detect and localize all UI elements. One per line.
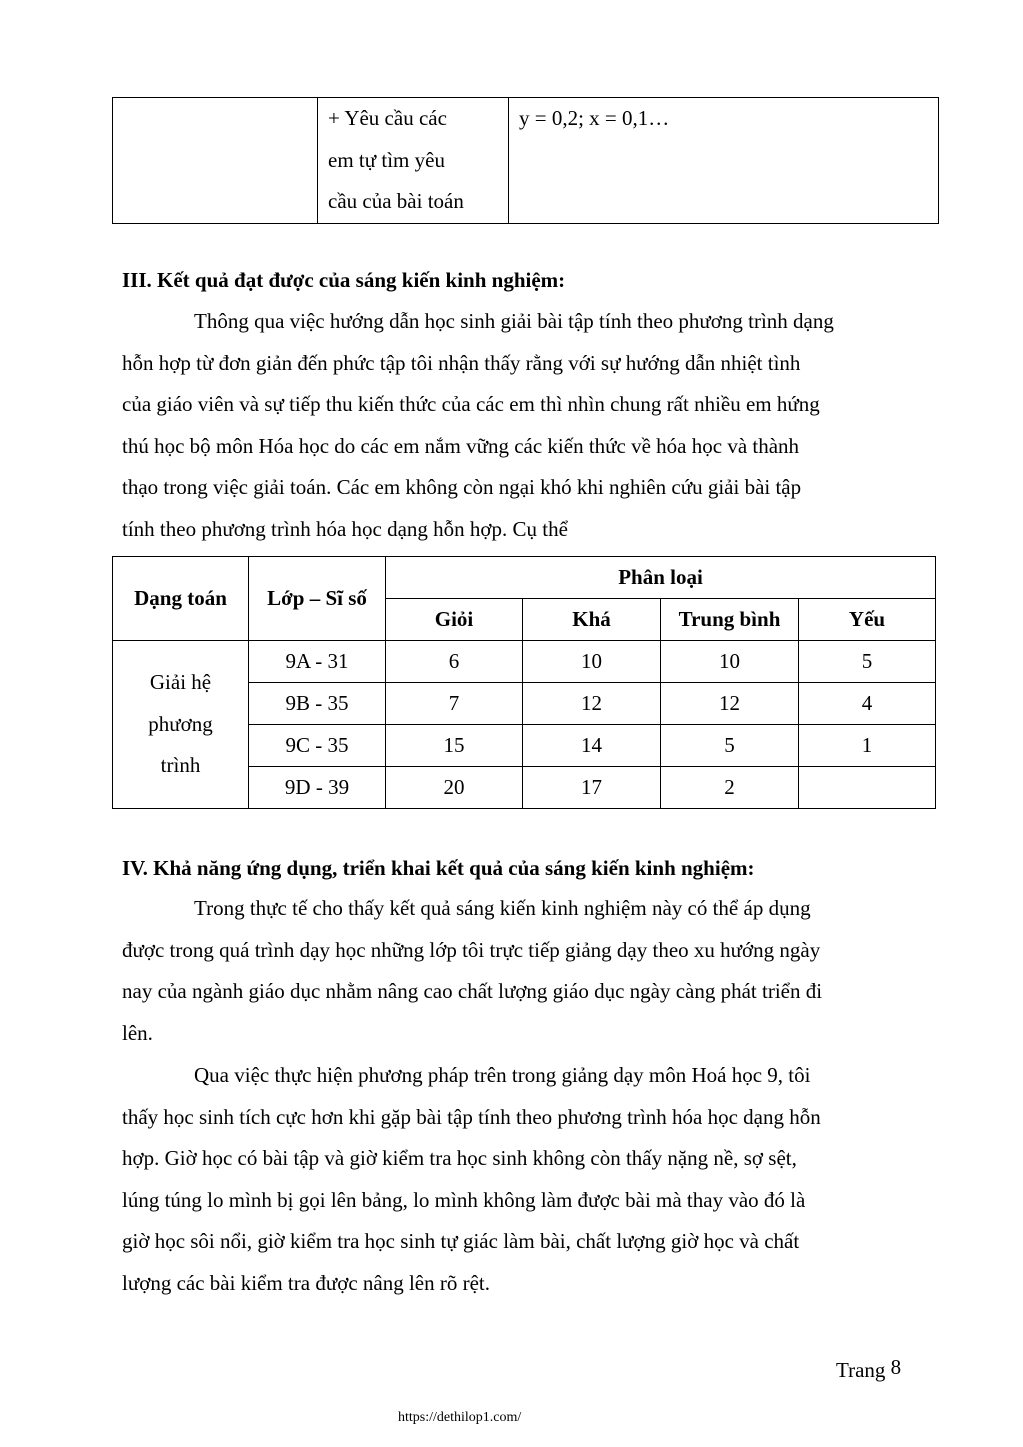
paragraph-line: Thông qua việc hướng dẫn học sinh giải bài tập tính theo phương trình dạng	[194, 309, 834, 333]
table-header-row	[113, 557, 936, 599]
cell-gioi: 15	[386, 725, 523, 767]
cell-trung-binh: 10	[661, 641, 799, 683]
cell-yeu: 4	[799, 683, 936, 725]
paragraph-line: Qua việc thực hiện phương pháp trên trong giảng dạy môn Hoá học 9, tôi	[194, 1063, 811, 1087]
page-number-value: 8	[890, 1355, 902, 1379]
paragraph-line: thú học bộ môn Hóa học do các em nắm vững các kiến thức về hóa học và thành	[122, 433, 800, 458]
cell-dang-toan: Giải hệ phương trình	[113, 641, 249, 809]
section-3-paragraph	[122, 301, 925, 550]
cell-kha: 14	[523, 725, 661, 767]
header-gioi: Giỏi	[386, 599, 523, 641]
paragraph-line: thấy học sinh tích cực hơn khi gặp bài tập tính theo phương trình hóa học dạng hỗn	[122, 1104, 821, 1129]
page-number	[836, 1355, 902, 1383]
section-4-paragraph-1	[122, 888, 925, 1054]
paragraph-line: hỗn hợp từ đơn giản đến phức tập tôi nhận thấy rằng với sự hướng dẫn nhiệt tình	[122, 350, 801, 375]
cell-lop: 9A - 31	[249, 641, 386, 683]
cell-yeu	[799, 767, 936, 809]
paragraph-line: thạo trong việc giải toán. Các em không còn ngại khó khi nghiên cứu giải bài tập	[122, 475, 802, 499]
paragraph-line: lượng các bài kiểm tra được nâng lên rõ rệt.	[122, 1270, 491, 1295]
cell-lop: 9D - 39	[249, 767, 386, 809]
footer-url: https://dethilop1.com/	[398, 1410, 522, 1425]
section-4-paragraph-2	[122, 1055, 925, 1304]
cell-gioi: 20	[386, 767, 523, 809]
paragraph-line: Trong thực tế cho thấy kết quả sáng kiến kinh nghiệm này có thể áp dụng	[194, 896, 811, 920]
cell-line: cầu của bài toán	[328, 189, 464, 213]
header-dang-toan: Dạng toán	[113, 557, 249, 641]
paragraph-line: giờ học sôi nổi, giờ kiểm tra học sinh tự giác làm bài, chất lượng giờ học và chất	[122, 1229, 800, 1253]
cell-kha: 10	[523, 641, 661, 683]
table-cell-result: y = 0,2; x = 0,1…	[509, 98, 939, 224]
header-kha: Khá	[523, 599, 661, 641]
paragraph-line: của giáo viên và sự tiếp thu kiến thức của các em thì nhìn chung rất nhiều em hứng	[122, 392, 820, 416]
paragraph-line: tính theo phương trình hóa học dạng hỗn hợp. Cụ thể	[122, 516, 568, 541]
continuation-table	[112, 97, 939, 224]
cell-yeu: 5	[799, 641, 936, 683]
cell-kha: 12	[523, 683, 661, 725]
page-label: Trang	[836, 1358, 886, 1382]
section-3-heading: III. Kết quả đạt được của sáng kiến kinh nghiệm:	[122, 268, 566, 292]
header-yeu: Yếu	[799, 599, 936, 641]
cell-lop: 9C - 35	[249, 725, 386, 767]
results-table	[112, 556, 936, 809]
paragraph-line: nay của ngành giáo dục nhằm nâng cao chất lượng giáo dục ngày càng phát triển đi	[122, 979, 823, 1003]
header-lop-si-so: Lớp – Sĩ số	[249, 557, 386, 641]
section-4-heading: IV. Khả năng ứng dụng, triển khai kết quả của sáng kiến kinh nghiệm:	[122, 856, 755, 880]
paragraph-line: hợp. Giờ học có bài tập và giờ kiểm tra học sinh không còn thấy nặng nề, sợ sệt,	[122, 1146, 797, 1170]
cell-line: em tự tìm yêu	[328, 147, 445, 172]
cell-gioi: 7	[386, 683, 523, 725]
table-cell-empty	[113, 98, 318, 224]
cell-trung-binh: 5	[661, 725, 799, 767]
table-cell-instruction	[318, 98, 509, 224]
cell-trung-binh: 12	[661, 683, 799, 725]
paragraph-line: lên.	[122, 1020, 153, 1045]
paragraph-line: lúng túng lo mình bị gọi lên bảng, lo mình không làm được bài mà thay vào đó là	[122, 1187, 806, 1212]
table-row	[113, 641, 936, 683]
cell-lop: 9B - 35	[249, 683, 386, 725]
cell-trung-binh: 2	[661, 767, 799, 809]
cell-kha: 17	[523, 767, 661, 809]
cell-gioi: 6	[386, 641, 523, 683]
table-row	[113, 98, 939, 224]
header-trung-binh: Trung bình	[661, 599, 799, 641]
paragraph-line: được trong quá trình dạy học những lớp tôi trực tiếp giảng dạy theo xu hướng ngày	[122, 937, 821, 962]
cell-line: + Yêu cầu các	[328, 106, 447, 130]
header-phan-loai: Phân loại	[386, 557, 936, 599]
cell-yeu: 1	[799, 725, 936, 767]
